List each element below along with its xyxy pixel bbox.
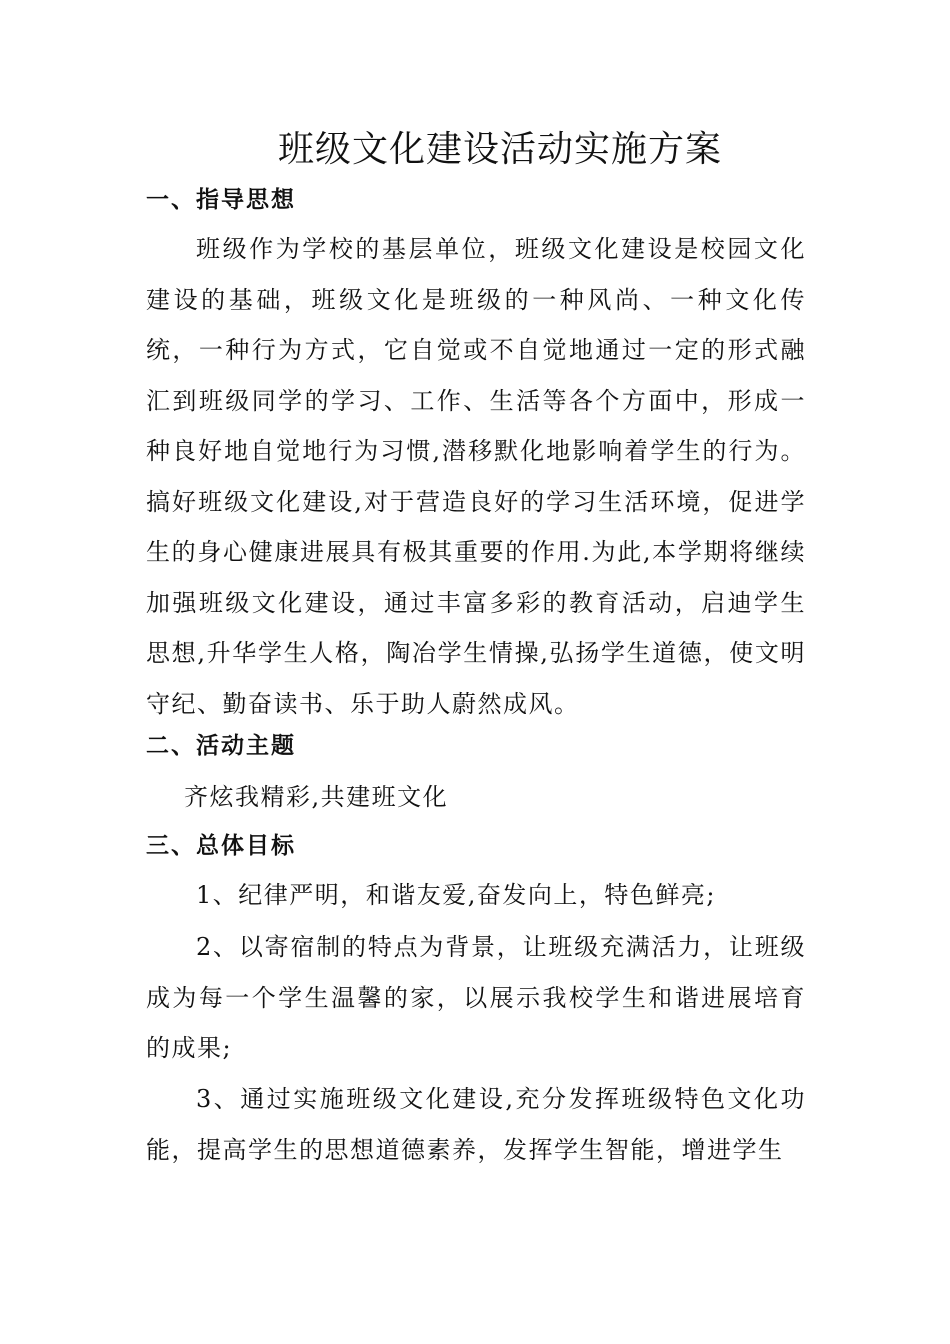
document-title: 班级文化建设活动实施方案 [277,129,722,170]
section-heading-activity-theme: 二、活动主题 [146,733,296,759]
section-heading-overall-goals: 三、总体目标 [146,833,296,859]
paragraph-goal-2: 2、以寄宿制的特点为背景，让班级充满活力，让班级成为每一个学生温馨的家，以展示我校学生和谐进展培育的成果; [146,933,806,1062]
section-heading-guiding-thought: 一、指导思想 [146,187,296,213]
paragraph-activity-theme: 齐炫我精彩,共建班文化 [184,783,449,811]
paragraph-guiding-thought: 班级作为学校的基层单位，班级文化建设是校园文化建设的基础，班级文化是班级的一种风尚、一种文化传统，一种行为方式，它自觉或不自觉地通过一定的形式融汇到班级同学的学习、工作、生活等各个方面中，形成一种良好地自觉地行为习惯,潜移默化地影响着学生的行为。搞好班级文化建设,对于营造良好的学习生活环境，促进学生的身心健康进展具有极其重要的作用.为此,本学期将继续加强班级文化建设，通过丰富多彩的教育活动，启迪学生思想,升华学生人格，陶冶学生情操,弘扬学生道德，使文明守纪、勤奋读书、乐于助人蔚然成风。 [146,235,806,718]
paragraph-goal-3: 3、通过实施班级文化建设,充分发挥班级特色文化功能，提高学生的思想道德素养，发挥学生智能，增进学生 [146,1085,806,1164]
paragraph-goal-1: 1、纪律严明，和谐友爱,奋发向上，特色鲜亮; [196,881,716,909]
